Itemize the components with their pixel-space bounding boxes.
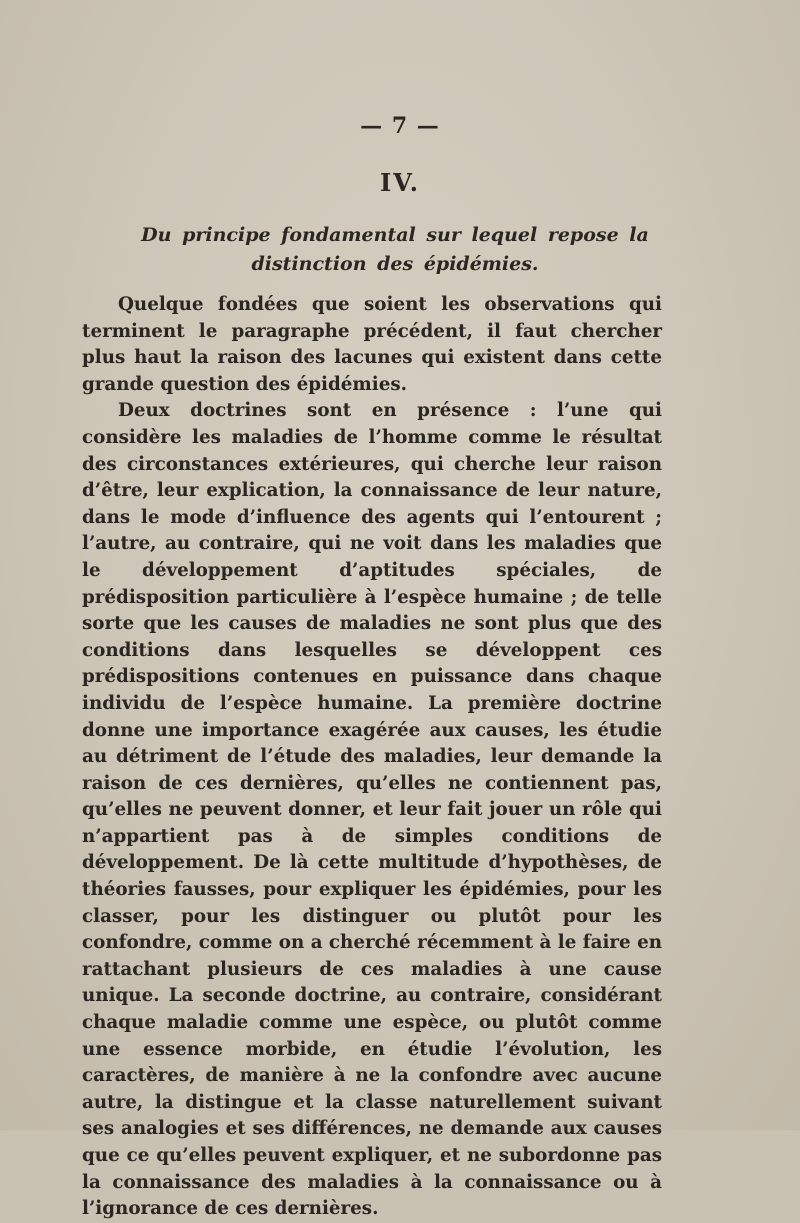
paragraph-1: Quelque fondées que soient les observations qui terminent le paragraphe précédent, il faut chercher plus haut la raison des lacunes qui existent dans cette grande question des épidémies. [82,294,662,395]
paragraph-2: Deux doctrines sont en présence : l’une qui considère les maladies de l’homme comme le résultat des circonstances extérieures, qui cherche leur raison d’être, leur explication, la connaissance de leur nature, dans le mode d’influence des agents qui l’entourent ; l’autre, au contraire, qui ne voit dans les maladies que le développement d’aptitudes spéciales, de prédisposition particulière à l’espèce humaine ; de telle sorte que les causes de maladies ne sont plus que des conditions dans lesquelles se développent ces prédispositions contenues en puissance dans chaque individu de l’espèce humaine. La première doctrine donne une importance exagérée aux causes, les étudie au détriment de l’étude des maladies, leur demande la raison de ces dernières, qu’elles ne contiennent pas, qu’elles ne peuvent donner, et leur fait jouer un rôle qui n’appartient pas à de simples conditions de développement. De là cette multitude d’hypothèses, de théories fausses, pour expliquer les épidémies, pour les classer, pour les distinguer ou plutôt pour les confondre, comme on a cherché récemment à le faire en rattachant plusieurs de ces maladies à une cause unique. La seconde doctrine, au contraire, considérant chaque maladie comme une espèce, ou plutôt comme une essence morbide, en étudie l’évolution, les caractères, de manière à ne la confondre avec aucune autre, la distingue et la classe naturellement suivant ses analogies et ses différences, ne demande aux causes que ce qu’elles peuvent expliquer, et ne subordonne pas la connaissance des maladies à la connaissance ou à l’ignorance de ces dernières. [82,400,662,1220]
body-text [82,292,662,1223]
page-number: — 7 — [360,113,440,139]
section-title: Du principe fondamental sur lequel repose la distinction des épidémies. [141,224,649,275]
chapter-heading: IV. [379,168,420,197]
